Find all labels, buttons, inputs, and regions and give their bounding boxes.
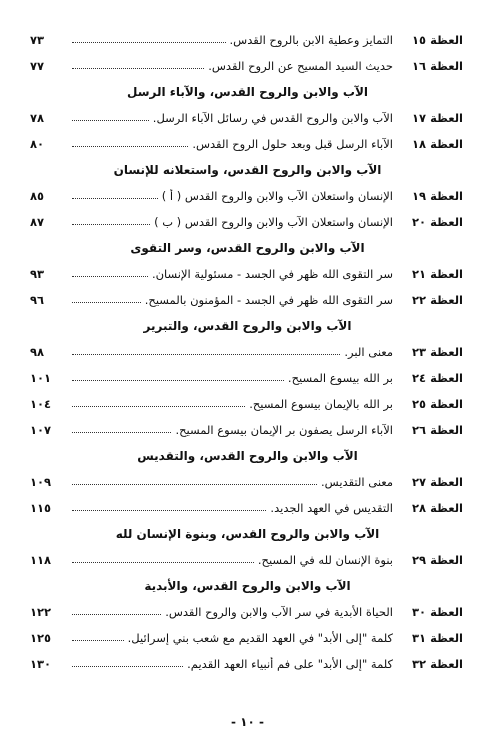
section-heading: الآب والابن والروح القدس، والتقديس	[137, 449, 358, 463]
sermon-word: العظة	[430, 267, 463, 281]
entry-title-wrap	[72, 631, 393, 645]
sermon-number	[403, 371, 463, 385]
entry-title: التقديس في العهد الجديد.	[270, 501, 393, 515]
entry-title-wrap	[72, 475, 393, 489]
toc-entry[interactable]	[0, 550, 495, 574]
page-number: ٨٧	[30, 215, 45, 229]
entry-title-wrap	[72, 345, 393, 359]
sermon-word: العظة	[430, 137, 463, 151]
toc-entry[interactable]	[0, 342, 495, 366]
sermon-word: العظة	[430, 371, 463, 385]
entry-title: الآب والابن والروح القدس في رسائل الآباء الرسل.	[152, 111, 393, 125]
sermon-index: ١٨	[412, 137, 427, 151]
sermon-index: ١٦	[412, 59, 427, 73]
sermon-index: ٢٦	[412, 423, 427, 437]
sermon-index: ٢٠	[412, 215, 427, 229]
sermon-word: العظة	[430, 605, 463, 619]
section-heading: الآب والابن والروح القدس، والأبدية	[144, 579, 351, 593]
entry-title-wrap	[72, 111, 393, 125]
sermon-number	[403, 59, 463, 73]
sermon-number	[403, 553, 463, 567]
entry-title: الإنسان واستعلان الآب والابن والروح القدس ( أ )	[161, 189, 393, 203]
toc-entry[interactable]	[0, 498, 495, 522]
toc-entry[interactable]	[0, 264, 495, 288]
page-number: ٧٨	[30, 111, 45, 125]
sermon-number	[403, 267, 463, 281]
page-number: ١٢٥	[30, 631, 52, 645]
sermon-number	[403, 111, 463, 125]
section-heading: الآب والابن والروح القدس، وبنوة الإنسان لله	[115, 527, 380, 541]
section-heading: الآب والابن والروح القدس، وسر التقوى	[130, 241, 365, 255]
sermon-number	[403, 397, 463, 411]
sermon-number	[403, 189, 463, 203]
entry-title: الحياة الأبدية في سر الآب والابن والروح القدس.	[165, 605, 393, 619]
toc-entry[interactable]	[0, 472, 495, 496]
dot-leader	[72, 302, 141, 303]
entry-title: كلمة "إلى الأبد" في العهد القديم مع شعب بني إسرائيل.	[127, 631, 393, 645]
sermon-word: العظة	[430, 397, 463, 411]
page-number: ٧٧	[30, 59, 45, 73]
sermon-index: ١٩	[412, 189, 427, 203]
toc-entry[interactable]	[0, 628, 495, 652]
page-number: ٨٠	[30, 137, 45, 151]
entry-title: سر التقوى الله ظهر في الجسد - مسئولية الإنسان.	[151, 267, 393, 281]
page-number: ١١٥	[30, 501, 52, 515]
dot-leader	[72, 406, 245, 407]
entry-title-wrap	[72, 59, 393, 73]
page-number: ٩٣	[30, 267, 45, 281]
toc-entry[interactable]	[0, 56, 495, 80]
toc-entry[interactable]	[0, 290, 495, 314]
entry-title-wrap	[72, 215, 393, 229]
sermon-index: ٢٤	[412, 371, 427, 385]
sermon-index: ٢٨	[412, 501, 427, 515]
sermon-word: العظة	[430, 293, 463, 307]
entry-title-wrap	[72, 189, 393, 203]
toc-entry[interactable]	[0, 654, 495, 678]
page-number: ١٠٤	[30, 397, 52, 411]
dot-leader	[72, 640, 124, 641]
sermon-index: ٢٧	[412, 475, 427, 489]
entry-title-wrap	[72, 397, 393, 411]
page-number: ١١٨	[30, 553, 52, 567]
dot-leader	[72, 614, 161, 615]
entry-title: بر الله بالإيمان بيسوع المسيح.	[249, 397, 393, 411]
sermon-index: ١٥	[412, 33, 427, 47]
toc-entry[interactable]	[0, 186, 495, 210]
sermon-word: العظة	[430, 33, 463, 47]
sermon-word: العظة	[430, 189, 463, 203]
toc-entry[interactable]	[0, 30, 495, 54]
section-heading: الآب والابن والروح القدس، واستعلانه للإنسان	[113, 163, 382, 177]
sermon-index: ٣٠	[412, 605, 427, 619]
entry-title: الآباء الرسل يصفون بر الإيمان بيسوع المسيح.	[175, 423, 393, 437]
dot-leader	[72, 484, 317, 485]
entry-title: معنى التقديس.	[321, 475, 393, 489]
sermon-index: ٣٢	[412, 657, 427, 671]
entry-title-wrap	[72, 33, 393, 47]
dot-leader	[72, 68, 204, 69]
sermon-number	[403, 475, 463, 489]
sermon-index: ٢١	[412, 267, 427, 281]
entry-title: كلمة "إلى الأبد" على فم أنبياء العهد القديم.	[187, 657, 393, 671]
page-number: ٨٥	[30, 189, 45, 203]
sermon-index: ٢٥	[412, 397, 427, 411]
entry-title-wrap	[72, 371, 393, 385]
page-number: ٧٣	[30, 33, 45, 47]
entry-title: الآباء الرسل قبل وبعد حلول الروح القدس.	[192, 137, 393, 151]
sermon-number	[403, 33, 463, 47]
page-number-footer: - ١٠ -	[231, 715, 264, 729]
entry-title: الإنسان واستعلان الآب والابن والروح القدس ( ب )	[154, 215, 393, 229]
entry-title: حديث السيد المسيح عن الروح القدس.	[208, 59, 393, 73]
dot-leader	[72, 198, 158, 199]
sermon-number	[403, 501, 463, 515]
sermon-word: العظة	[430, 215, 463, 229]
sermon-word: العظة	[430, 59, 463, 73]
dot-leader	[72, 666, 183, 667]
page-number: ١٢٢	[30, 605, 52, 619]
dot-leader	[72, 380, 284, 381]
dot-leader	[72, 276, 148, 277]
entry-title: بنوة الإنسان لله في المسيح.	[257, 553, 393, 567]
dot-leader	[72, 562, 254, 563]
entry-title-wrap	[72, 553, 393, 567]
entry-title-wrap	[72, 501, 393, 515]
entry-title: التمايز وعطية الابن بالروح القدس.	[229, 33, 393, 47]
dot-leader	[72, 432, 171, 433]
page-number: ١٠٩	[30, 475, 52, 489]
dot-leader	[72, 354, 340, 355]
dot-leader	[72, 120, 149, 121]
sermon-word: العظة	[430, 657, 463, 671]
toc-entry[interactable]	[0, 368, 495, 392]
sermon-number	[403, 345, 463, 359]
toc-entry[interactable]	[0, 602, 495, 626]
entry-title-wrap	[72, 267, 393, 281]
sermon-word: العظة	[430, 553, 463, 567]
sermon-word: العظة	[430, 111, 463, 125]
entry-title: معنى البر.	[344, 345, 393, 359]
page-number: ١٠٧	[30, 423, 52, 437]
toc-entry[interactable]	[0, 108, 495, 132]
page-number: ١٠١	[30, 371, 52, 385]
section-heading: الآب والابن والروح القدس، والتبرير	[143, 319, 352, 333]
toc-entry[interactable]	[0, 212, 495, 236]
sermon-word: العظة	[430, 423, 463, 437]
entry-title-wrap	[72, 605, 393, 619]
entry-title: بر الله بيسوع المسيح.	[287, 371, 393, 385]
dot-leader	[72, 510, 266, 511]
sermon-index: ٢٩	[412, 553, 427, 567]
dot-leader	[72, 146, 188, 147]
dot-leader	[72, 224, 150, 225]
sermon-word: العظة	[430, 345, 463, 359]
sermon-number	[403, 605, 463, 619]
sermon-number	[403, 657, 463, 671]
sermon-word: العظة	[430, 631, 463, 645]
sermon-number	[403, 423, 463, 437]
entry-title-wrap	[72, 657, 393, 671]
page-number: ١٣٠	[30, 657, 52, 671]
sermon-number	[403, 631, 463, 645]
toc-list	[0, 30, 495, 680]
sermon-index: ٢٣	[412, 345, 427, 359]
sermon-word: العظة	[430, 501, 463, 515]
section-heading: الآب والابن والروح القدس، والآباء الرسل	[126, 85, 368, 99]
sermon-word: العظة	[430, 475, 463, 489]
sermon-number	[403, 215, 463, 229]
sermon-index: ٢٢	[412, 293, 427, 307]
entry-title-wrap	[72, 423, 393, 437]
page-number: ٩٨	[30, 345, 45, 359]
entry-title-wrap	[72, 293, 393, 307]
dot-leader	[72, 42, 226, 43]
sermon-number	[403, 137, 463, 151]
sermon-number	[403, 293, 463, 307]
toc-entry[interactable]	[0, 134, 495, 158]
sermon-index: ١٧	[412, 111, 427, 125]
entry-title-wrap	[72, 137, 393, 151]
entry-title: سر التقوى الله ظهر في الجسد - المؤمنون بالمسيح.	[144, 293, 393, 307]
toc-entry[interactable]	[0, 420, 495, 444]
toc-entry[interactable]	[0, 394, 495, 418]
page-number: ٩٦	[30, 293, 45, 307]
sermon-index: ٣١	[412, 631, 427, 645]
